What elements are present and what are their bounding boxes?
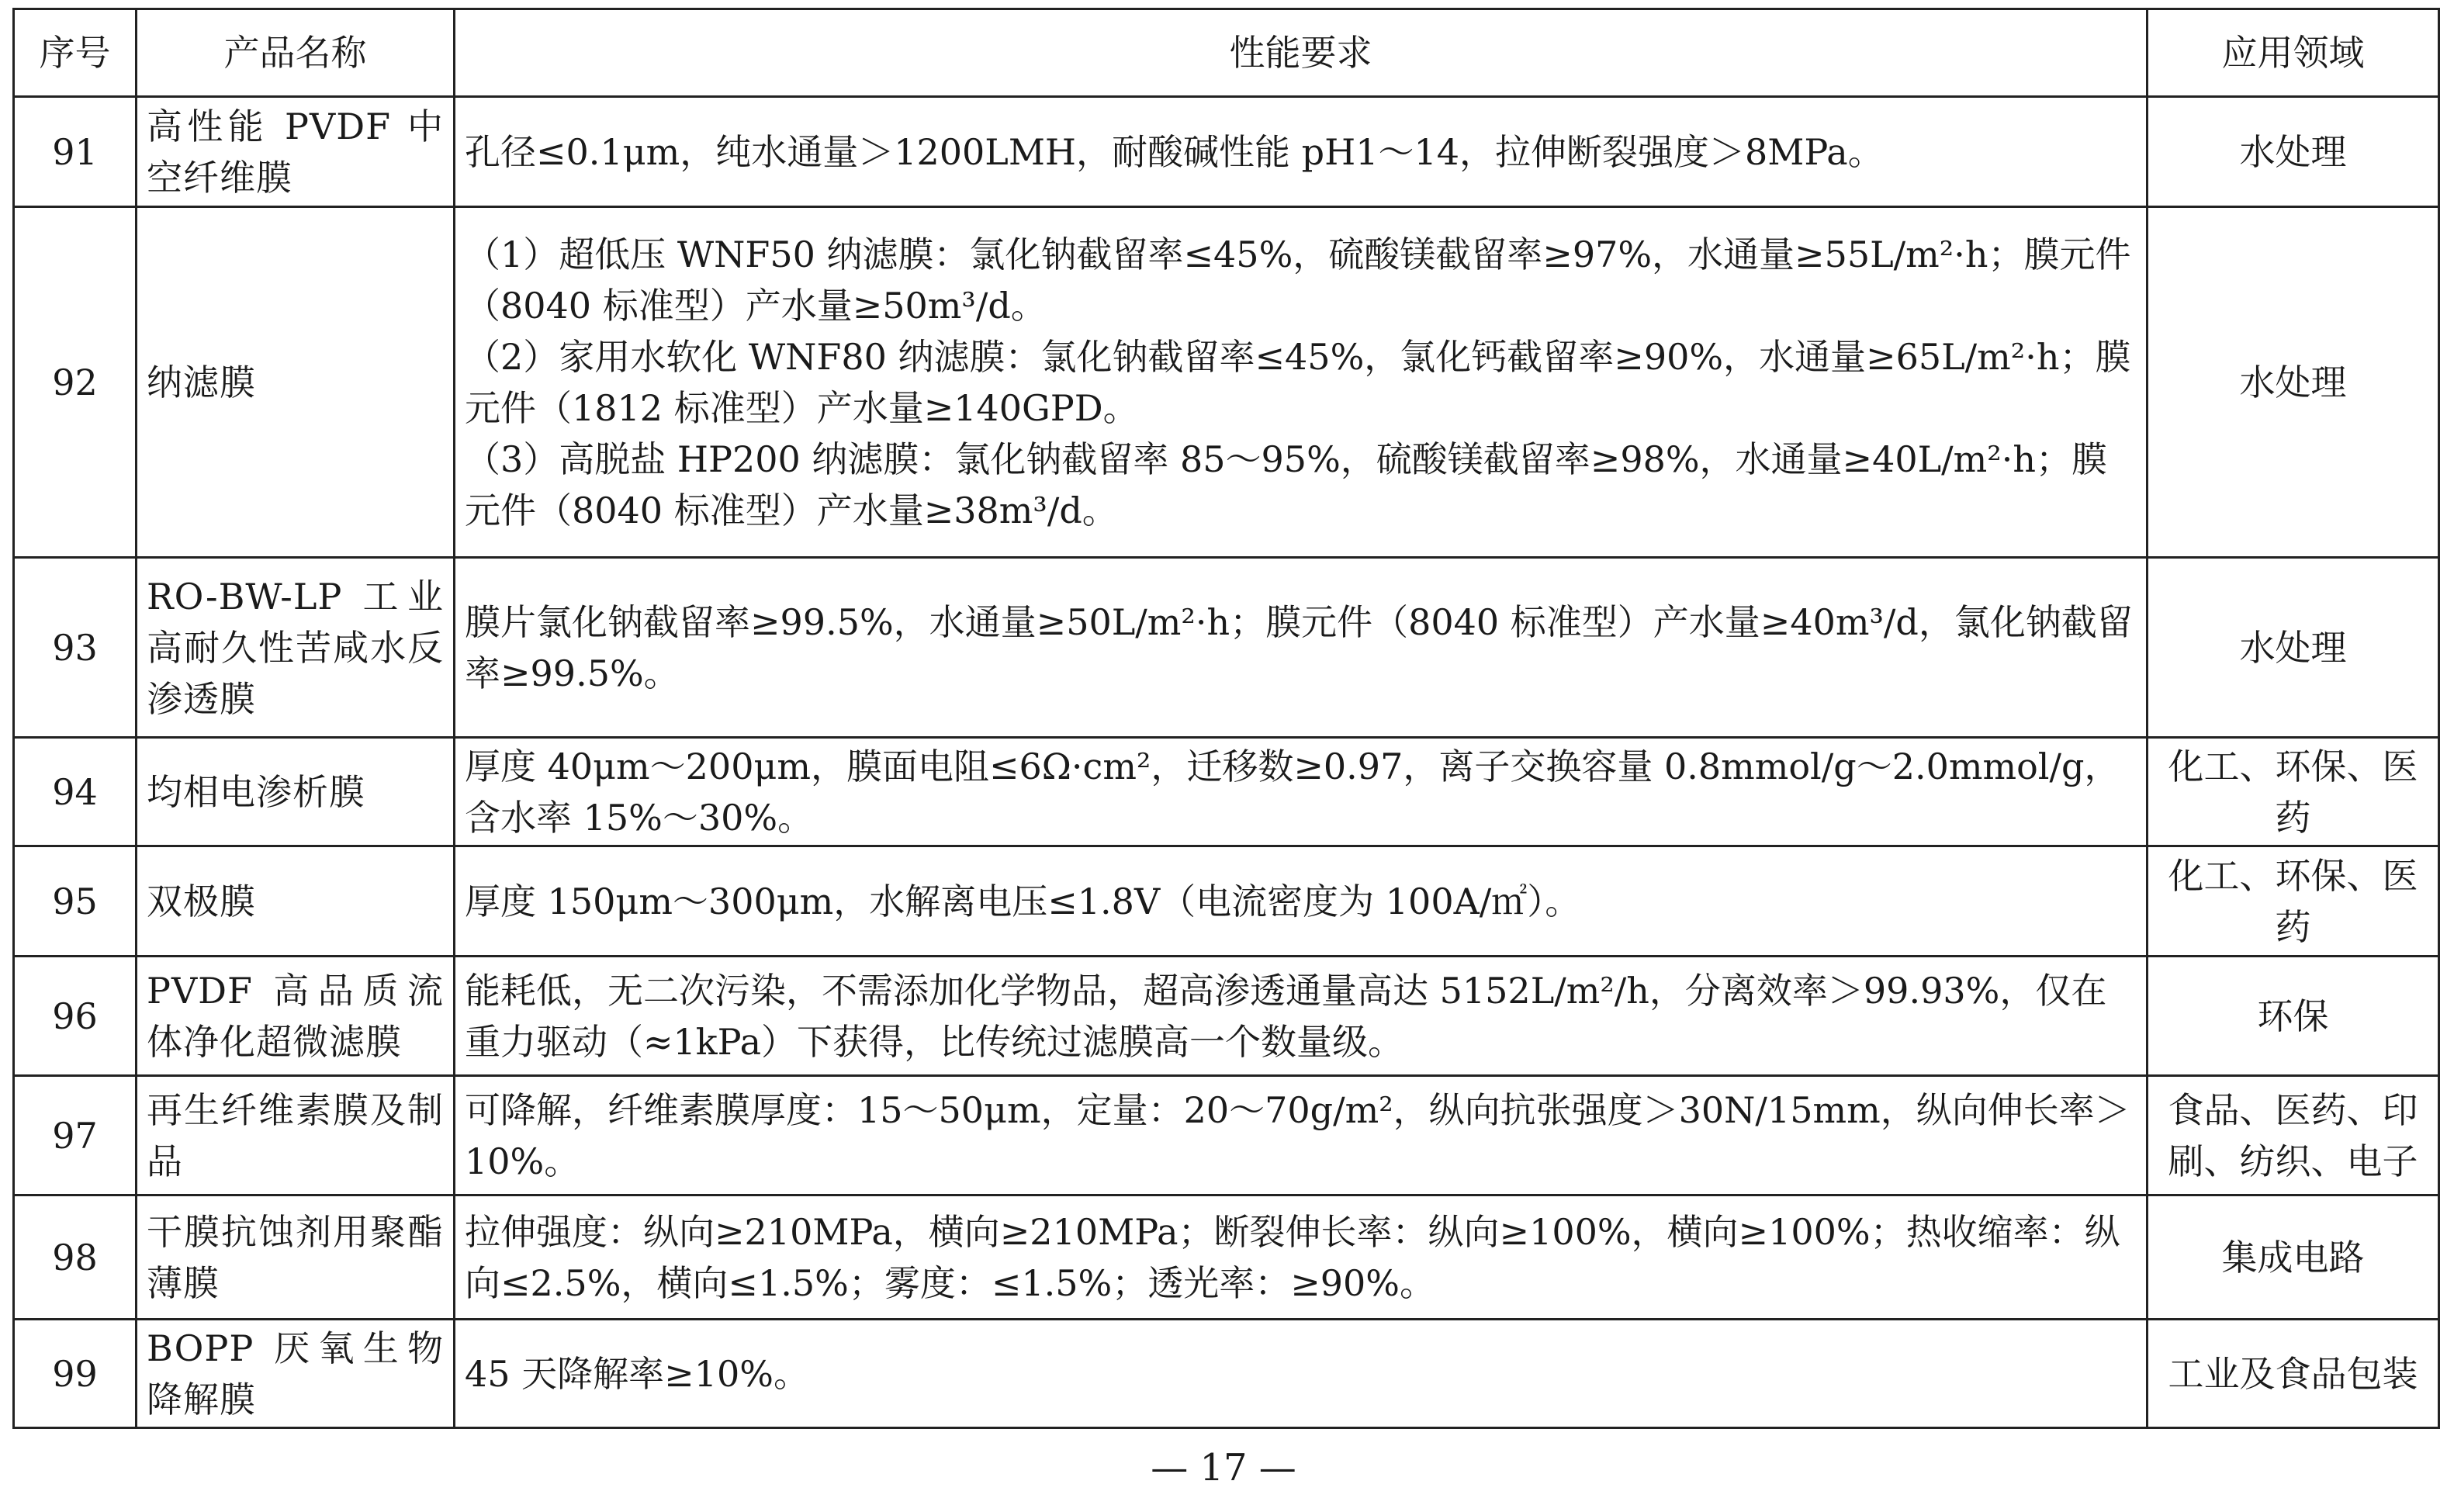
performance-text xyxy=(455,846,2148,957)
header-application-field: 应用领域 xyxy=(2148,9,2439,97)
table-row xyxy=(14,1076,2439,1195)
performance-text xyxy=(455,97,2148,207)
row-number: 98 xyxy=(14,1195,137,1320)
row-number: 99 xyxy=(14,1320,137,1428)
product-name: 再生纤维素膜及制品 xyxy=(137,1076,455,1195)
performance-line: 拉伸强度：纵向≥210MPa，横向≥210MPa；断裂伸长率：纵向≥100%，横向≥100%；热收缩率：纵向≤2.5%，横向≤1.5%；雾度：≤1.5%；透光率：≥90%。 xyxy=(465,1210,2120,1304)
performance-line: 能耗低，无二次污染，不需添加化学物品，超高渗透通量高达 5152L/m²/h，分离效率＞99.93%，仅在重力驱动（≈1kPa）下获得，比传统过滤膜高一个数量级。 xyxy=(465,969,2107,1063)
performance-line: 孔径≤0.1μm，纯水通量＞1200LMH，耐酸碱性能 pH1～14，拉伸断裂强度＞8MPa。 xyxy=(465,130,1884,173)
application-field: 工业及食品包装 xyxy=(2148,1320,2439,1428)
performance-line: 可降解，纤维素膜厚度：15～50μm，定量：20～70g/m²，纵向抗张强度＞30N/15mm，纵向伸长率＞10%。 xyxy=(465,1088,2130,1182)
performance-line: 45 天降解率≥10%。 xyxy=(465,1352,809,1395)
row-number: 94 xyxy=(14,738,137,846)
table-row xyxy=(14,957,2439,1076)
product-name: BOPP 厌氧生物降解膜 xyxy=(137,1320,455,1428)
performance-text xyxy=(455,738,2148,846)
header-no: 序号 xyxy=(14,9,137,97)
application-field: 化工、环保、医药 xyxy=(2148,846,2439,957)
product-name: 高性能 PVDF 中空纤维膜 xyxy=(137,97,455,207)
table-row xyxy=(14,846,2439,957)
performance-line: （3）高脱盐 HP200 纳滤膜：氯化钠截留率 85～95%，硫酸镁截留率≥98%，水通量≥40L/m²·h；膜元件（8040 标准型）产水量≥38m³/d。 xyxy=(465,438,2107,531)
table-row xyxy=(14,558,2439,738)
row-number: 92 xyxy=(14,207,137,558)
application-field: 食品、医药、印刷、纺织、电子 xyxy=(2148,1076,2439,1195)
row-number: 91 xyxy=(14,97,137,207)
performance-line: （2）家用水软化 WNF80 纳滤膜：氯化钠截留率≤45%，氯化钙截留率≥90%，水通量≥65L/m²·h；膜元件（1812 标准型）产水量≥140GPD。 xyxy=(465,335,2131,429)
application-field: 水处理 xyxy=(2148,207,2439,558)
table-row xyxy=(14,1195,2439,1320)
product-name: 均相电渗析膜 xyxy=(137,738,455,846)
table-header-row xyxy=(14,9,2439,97)
product-name: PVDF 高品质流体净化超微滤膜 xyxy=(137,957,455,1076)
table-row xyxy=(14,738,2439,846)
performance-text xyxy=(455,957,2148,1076)
header-performance: 性能要求 xyxy=(455,9,2148,97)
product-name: 干膜抗蚀剂用聚酯薄膜 xyxy=(137,1195,455,1320)
performance-text xyxy=(455,558,2148,738)
performance-text xyxy=(455,1195,2148,1320)
application-field: 化工、环保、医药 xyxy=(2148,738,2439,846)
application-field: 水处理 xyxy=(2148,558,2439,738)
application-field: 环保 xyxy=(2148,957,2439,1076)
product-name: RO-BW-LP 工业高耐久性苦咸水反渗透膜 xyxy=(137,558,455,738)
application-field: 集成电路 xyxy=(2148,1195,2439,1320)
performance-line: （1）超低压 WNF50 纳滤膜：氯化钠截留率≤45%，硫酸镁截留率≥97%，水通量≥55L/m²·h；膜元件（8040 标准型）产水量≥50m³/d。 xyxy=(465,233,2131,327)
header-product-name: 产品名称 xyxy=(137,9,455,97)
performance-text xyxy=(455,1320,2148,1428)
performance-requirements-table xyxy=(12,8,2440,1429)
row-number: 93 xyxy=(14,558,137,738)
performance-line: 厚度 40μm～200μm，膜面电阻≤6Ω·cm²，迁移数≥0.97，离子交换容量 0.8mmol/g～2.0mmol/g，含水率 15%～30%。 xyxy=(465,745,2120,839)
performance-text xyxy=(455,1076,2148,1195)
application-field: 水处理 xyxy=(2148,97,2439,207)
product-name: 纳滤膜 xyxy=(137,207,455,558)
product-name: 双极膜 xyxy=(137,846,455,957)
performance-text xyxy=(455,207,2148,558)
row-number: 97 xyxy=(14,1076,137,1195)
row-number: 96 xyxy=(14,957,137,1076)
page-number: — 17 — xyxy=(1151,1446,1296,1490)
row-number: 95 xyxy=(14,846,137,957)
performance-line: 膜片氯化钠截留率≥99.5%，水通量≥50L/m²·h；膜元件（8040 标准型）产水量≥40m³/d，氯化钠截留率≥99.5%。 xyxy=(465,600,2133,694)
performance-line: 厚度 150μm～300μm，水解离电压≤1.8V（电流密度为 100A/㎡）。 xyxy=(465,880,1581,922)
table-row xyxy=(14,97,2439,207)
table-row xyxy=(14,207,2439,558)
table-row xyxy=(14,1320,2439,1428)
